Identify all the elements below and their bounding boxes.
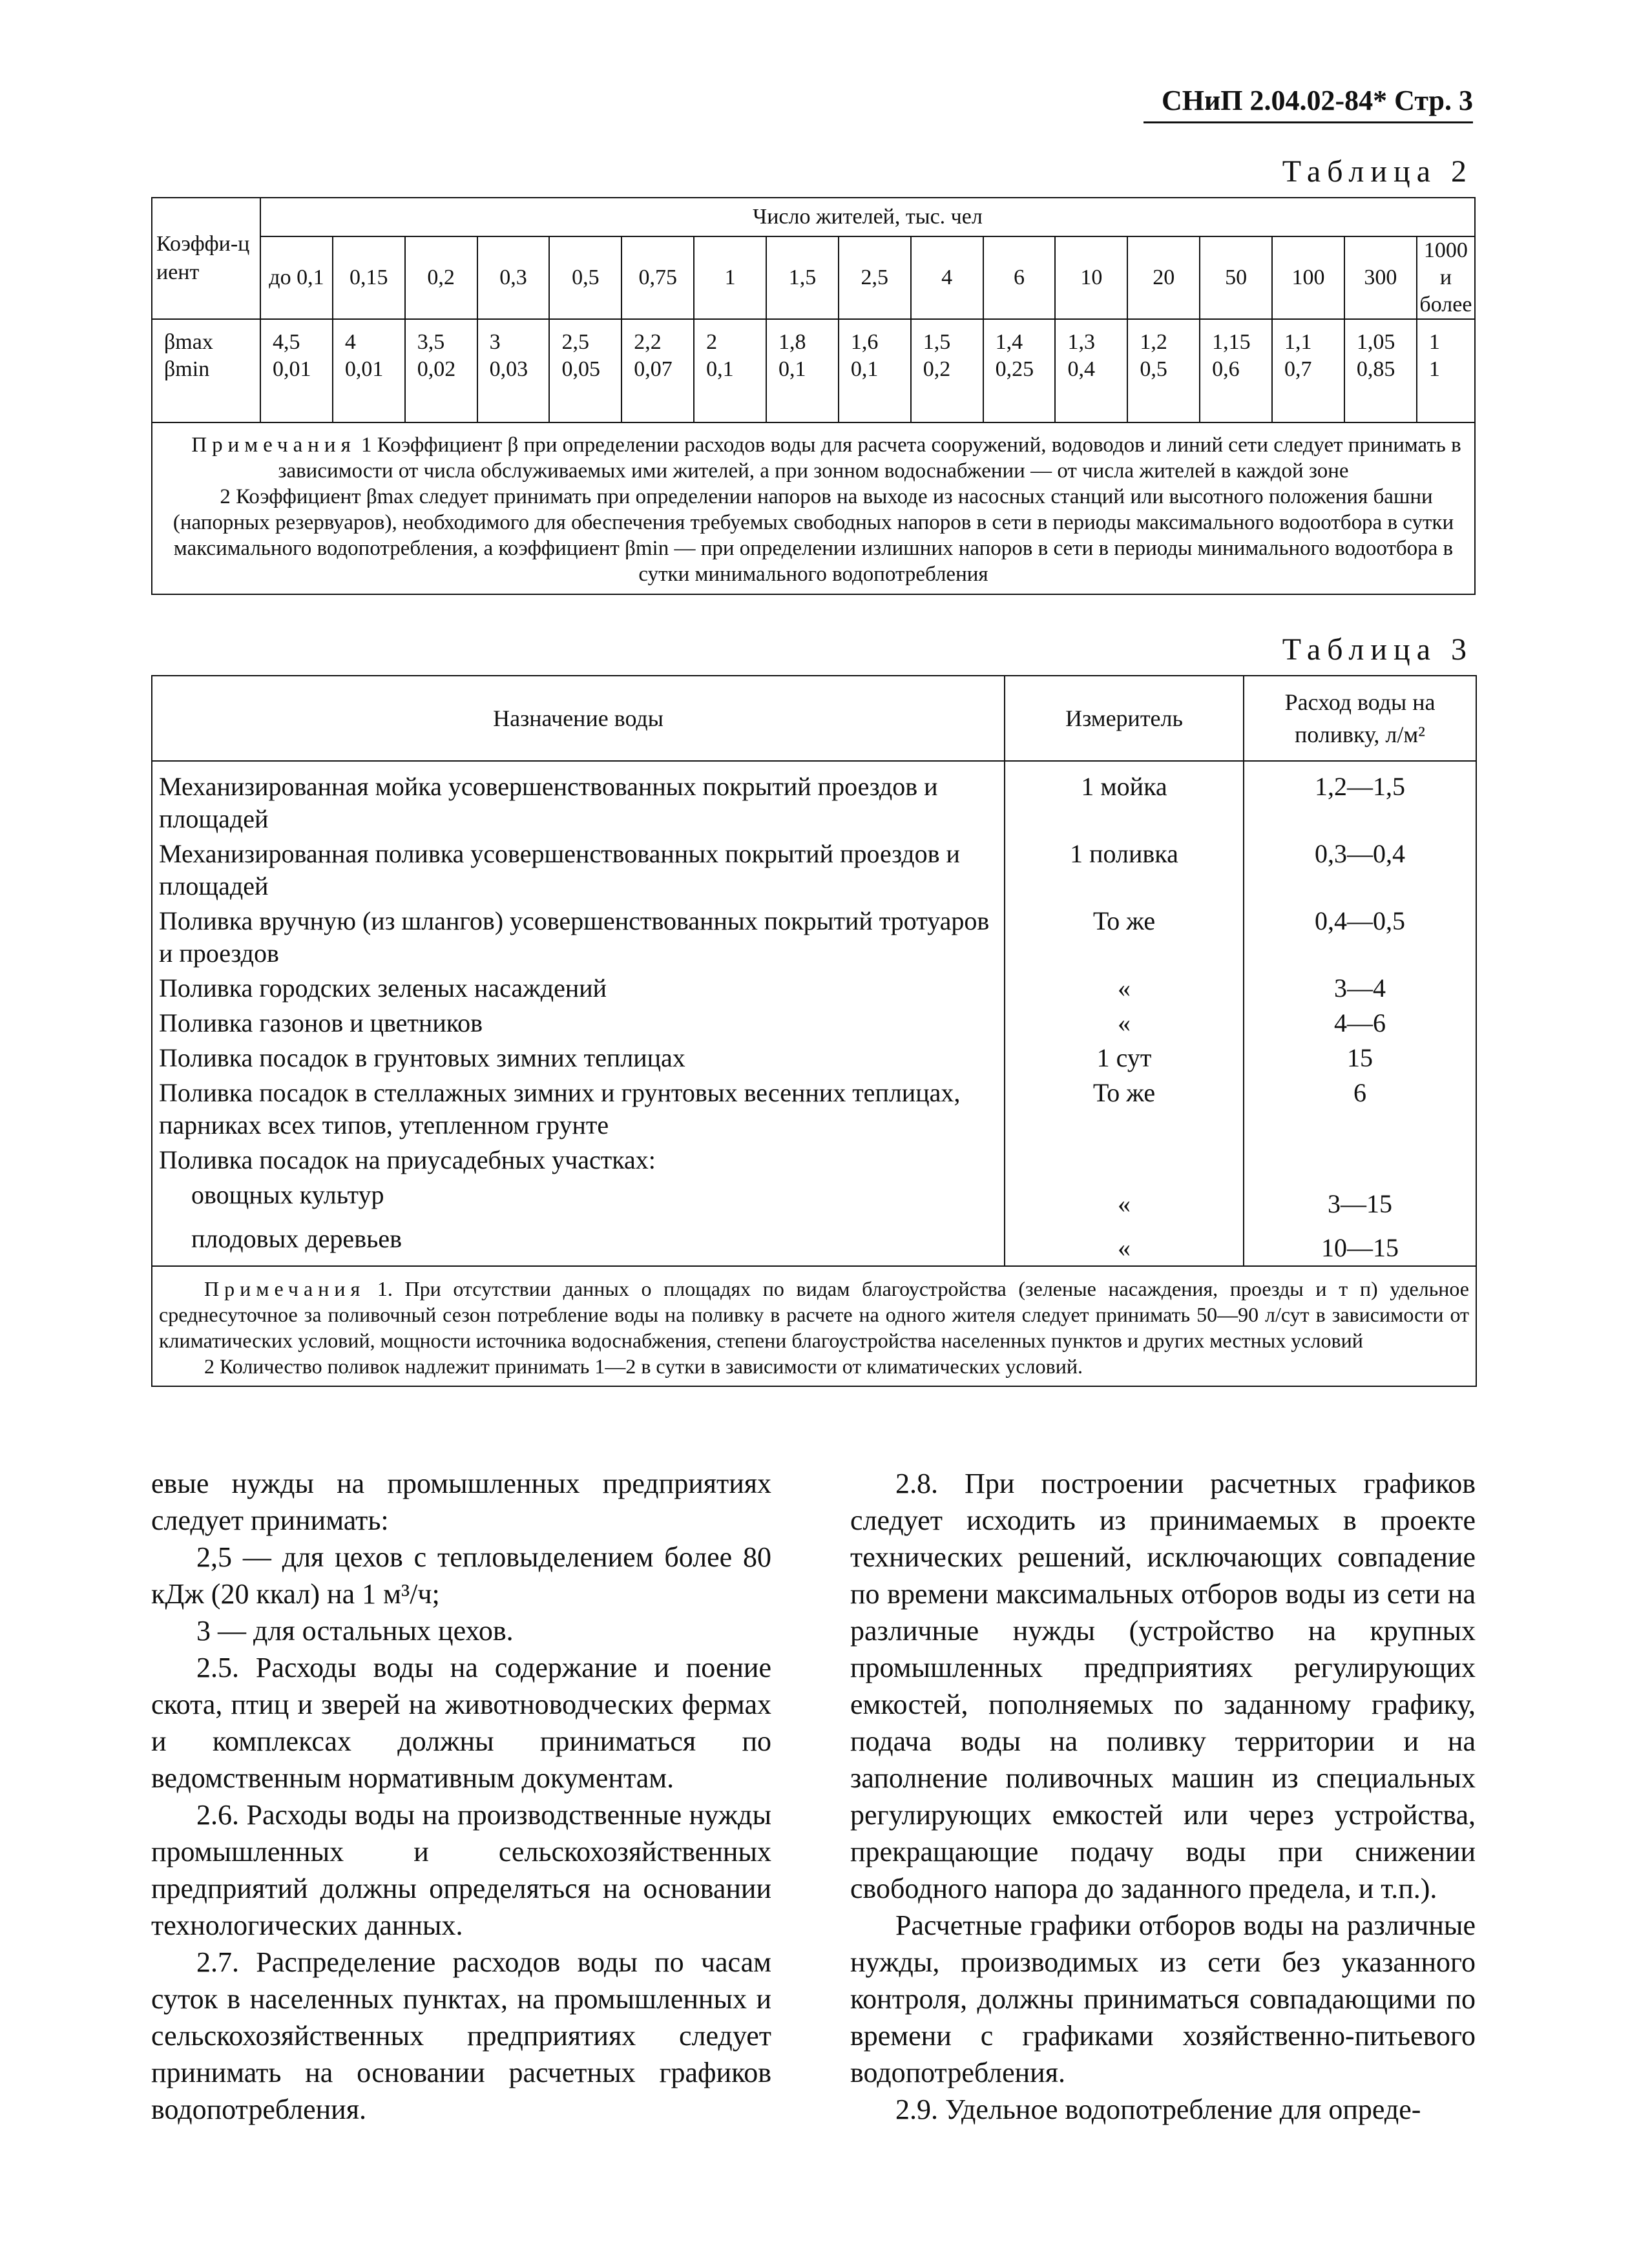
table2-value: 0,02 (417, 357, 456, 381)
table2-value: 0,25 (995, 357, 1034, 381)
table-row (152, 902, 1476, 970)
table2-value-cell (1127, 319, 1200, 422)
table-row (152, 1074, 1476, 1141)
table-row (152, 970, 1476, 1004)
table2-col-header: 100 (1272, 236, 1344, 319)
table2-value: 0,1 (706, 357, 734, 381)
table2-value-cell (694, 319, 766, 422)
table-row (152, 1141, 1476, 1176)
header-unit: Измеритель (1005, 676, 1244, 761)
table2-value: 0,4 (1067, 357, 1095, 381)
group-header: Число жителей, тыс. чел (260, 198, 1475, 236)
left-para-3: 2.5. Расходы воды на содержание и поение скота, птиц и зверей на животноводческих фермах и комплексах должны приниматься по ведомственным нормативным документам. (151, 1652, 771, 1794)
table2-value: 0,03 (489, 357, 528, 381)
table2-value-cell (333, 319, 405, 422)
unit-cell: То же (1005, 1074, 1244, 1141)
table2-caption: Таблица 2 (1282, 154, 1473, 189)
purpose-cell: Поливка городских зеленых насаждений (152, 970, 1005, 1004)
table2-value: 1 (1428, 330, 1440, 354)
purpose-cell: Поливка посадок в стеллажных зимних и грунтовых весенних теплицах, парниках всех типов, утепленном грунте (152, 1074, 1005, 1141)
table-row (152, 1039, 1476, 1074)
table2-value-cell (983, 319, 1056, 422)
table2-value: 1,15 (1212, 330, 1251, 354)
table2-value: 0,01 (344, 357, 384, 381)
table-row (152, 761, 1476, 835)
table2-value-cell (477, 319, 550, 422)
table2-row-label: βmax (164, 330, 213, 354)
table2-value: 0,1 (778, 357, 806, 381)
rate-cell: 15 (1244, 1039, 1476, 1074)
unit-cell: 1 мойка (1005, 761, 1244, 835)
purpose-cell: Поливка вручную (из шлангов) усовершенствованных покрытий тротуаров и проездов (152, 902, 1005, 970)
header-rate: Расход воды на поливку, л/м² (1244, 676, 1476, 761)
table2-value: 1,1 (1284, 330, 1312, 354)
table2-value-cell (911, 319, 983, 422)
unit-cell: 1 поливка (1005, 835, 1244, 902)
notes-word: Примечания (191, 433, 356, 457)
page-header: СНиП 2.04.02-84* Стр. 3 (1161, 85, 1473, 116)
table2-value: 0,2 (923, 357, 951, 381)
table2-value-cell (1272, 319, 1344, 422)
table2-value: 0,05 (561, 357, 600, 381)
notes-word: Примечания (204, 1277, 366, 1300)
table2-value-cell (260, 319, 333, 422)
purpose-cell: Поливка газонов и цветников (152, 1004, 1005, 1039)
table2-col-header: 1000 и более (1417, 236, 1475, 319)
table2-col-header: 20 (1127, 236, 1200, 319)
table2-value: 4,5 (273, 330, 300, 354)
table2-col-header: 0,15 (333, 236, 405, 319)
table2-value: 2,5 (561, 330, 589, 354)
purpose-cell: Механизированная мойка усовершенствованных покрытий проездов и площадей (152, 761, 1005, 835)
purpose-cell: Поливка посадок в грунтовых зимних теплицах (152, 1039, 1005, 1074)
table2-value-cell (1055, 319, 1127, 422)
table3 (151, 675, 1477, 1387)
left-para-0: евые нужды на промышленных предприятиях следует принимать: (151, 1468, 771, 1536)
table2-values-row (152, 319, 1475, 422)
table-row (152, 1220, 1476, 1266)
table2-value: 0,01 (273, 357, 311, 381)
table2-value: 2 (706, 330, 718, 354)
table2-value: 1,8 (778, 330, 806, 354)
table2-value: 4 (344, 330, 356, 354)
purpose-cell: плодовых деревьев (152, 1220, 1005, 1266)
rate-cell (1244, 1141, 1476, 1176)
table2-col-header: 2,5 (839, 236, 911, 319)
table-row (152, 835, 1476, 902)
table2-value-cell (1344, 319, 1417, 422)
table-row (152, 1176, 1476, 1220)
table2-value: 0,1 (850, 357, 879, 381)
rate-cell: 4—6 (1244, 1004, 1476, 1039)
table2-value: 0,5 (1140, 357, 1167, 381)
rate-cell: 10—15 (1244, 1220, 1476, 1266)
header-purpose: Назначение воды (152, 676, 1005, 761)
unit-cell: « (1005, 1176, 1244, 1220)
table2-col-header: 10 (1055, 236, 1127, 319)
table2-col-header: 0,75 (621, 236, 694, 319)
coef-header: Коэффи-циент (152, 198, 260, 319)
table2-value-cell (766, 319, 839, 422)
table2-note1: 1 Коэффициент β при определении расходов воды для расчета сооружений, водоводов и линий сети следует принимать в зависимости от числа обслуживаемых ими жителей, а при зонном водоснабжении — от числа жителей в каждой зоне (278, 433, 1461, 483)
right-para-1: Расчетные графики отборов воды на различные нужды, производимых из сети без указанного контроля, должны приниматься совпадающими по времени с графиками хозяйственно-питьевого водопотребления. (850, 1909, 1476, 2088)
rate-cell: 3—4 (1244, 970, 1476, 1004)
table2-value: 1,3 (1067, 330, 1095, 354)
rate-cell: 6 (1244, 1074, 1476, 1141)
rate-cell: 0,4—0,5 (1244, 902, 1476, 970)
table2-value: 1,2 (1140, 330, 1167, 354)
table2-value: 1,6 (850, 330, 879, 354)
unit-cell: « (1005, 1004, 1244, 1039)
table2-column-headers (152, 236, 1475, 319)
rate-cell: 0,3—0,4 (1244, 835, 1476, 902)
left-para-2: 3 — для остальных цехов. (196, 1615, 514, 1647)
table2-row-labels (152, 319, 260, 422)
table2-col-header: 0,3 (477, 236, 550, 319)
table2-notes (152, 422, 1475, 594)
table2-value: 3 (489, 330, 501, 354)
table-row (152, 1004, 1476, 1039)
table2-value: 0,6 (1212, 357, 1240, 381)
unit-cell: 1 сут (1005, 1039, 1244, 1074)
table3-notes (152, 1266, 1476, 1386)
table3-note2: 2 Количество поливок надлежит принимать 1—2 в сутки в зависимости от климатических условий. (204, 1355, 1083, 1378)
table2 (151, 197, 1476, 595)
table2-value-cell (549, 319, 621, 422)
purpose-cell: Поливка посадок на приусадебных участках: (152, 1141, 1005, 1176)
table2-col-header: 50 (1200, 236, 1272, 319)
table2-col-header: 0,5 (549, 236, 621, 319)
table2-value-cell (1200, 319, 1272, 422)
table2-value-cell (621, 319, 694, 422)
table2-value: 3,5 (417, 330, 445, 354)
header-rule (1144, 121, 1473, 123)
left-para-5: 2.7. Распределение расходов воды по часам суток в населенных пунктах, на промышленных и сельскохозяйственных предприятиях следует принимать на основании расчетных графиков водопотребления. (151, 1946, 771, 2125)
table3-body (152, 761, 1476, 1266)
table2-col-header: 4 (911, 236, 983, 319)
table2-col-header: 1,5 (766, 236, 839, 319)
purpose-cell: овощных культур (152, 1176, 1005, 1220)
rate-cell: 3—15 (1244, 1176, 1476, 1220)
table2-value: 0,07 (634, 357, 673, 381)
table2-col-header: 1 (694, 236, 766, 319)
table2-value-cell (1417, 319, 1475, 422)
table2-col-header: 300 (1344, 236, 1417, 319)
purpose-cell: Механизированная поливка усовершенствованных покрытий проездов и площадей (152, 835, 1005, 902)
table2-col-header: 6 (983, 236, 1056, 319)
table2-value-cell (405, 319, 477, 422)
table2-row-label: βmin (164, 357, 210, 381)
table2-col-header: 0,2 (405, 236, 477, 319)
left-para-4: 2.6. Расходы воды на производственные нужды промышленных и сельскохозяйственных предприятий должны определяться на основании технологических данных. (151, 1799, 771, 1941)
table2-value: 1 (1428, 357, 1440, 381)
left-column (151, 1465, 771, 2128)
unit-cell: « (1005, 1220, 1244, 1266)
table3-note1: 1. При отсутствии данных о площадях по видам благоустройства (зеленые насаждения, проезды и т п) удельное среднесуточное за поливочный сезон потребление воды на поливку в расчете на одного жителя следует принимать 50—90 л/сут в зависимости от климатических условий, мощности источника водоснабжения, степени благоустройства населенных пунктов и других местных условий (159, 1277, 1470, 1352)
table2-col-header: до 0,1 (260, 236, 333, 319)
table2-value: 0,85 (1356, 357, 1395, 381)
unit-cell: « (1005, 970, 1244, 1004)
right-column (850, 1465, 1476, 2128)
rate-cell: 1,2—1,5 (1244, 761, 1476, 835)
unit-cell: То же (1005, 902, 1244, 970)
table2-note2: 2 Коэффициент βmax следует принимать при определении напоров на выходе из насосных станций или высотного положения башни (напорных резервуаров), необходимого для обеспечения требуемых свободных напоров в сети в периоды максимального водоотбора в сутки максимального водопотребления, а коэффициент βmin — при определении излишних напоров в сети в периоды минимального водоотбора в сутки минимального водопотребления (172, 485, 1454, 586)
table2-value: 1,5 (923, 330, 951, 354)
right-para-2: 2.9. Удельное водопотребление для опреде- (895, 2094, 1421, 2125)
table2-value: 2,2 (634, 330, 662, 354)
table3-caption: Таблица 3 (1282, 632, 1473, 667)
right-para-0: 2.8. При построении расчетных графиков следует исходить из принимаемых в проекте технических решений, исключающих совпадение по времени максимальных отборов воды из сети на различные нужды (устройство на крупных промышленных предприятиях регулирующих емкостей, пополняемых по заданному графику, подача воды на поливку территории и на заполнение поливочных машин из специальных регулирующих емкостей или через устройства, прекращающие подачу воды при снижении свободного напора до заданного предела, и т.п.). (850, 1468, 1476, 1904)
table2-value: 0,7 (1284, 357, 1312, 381)
table2-value: 1,05 (1356, 330, 1395, 354)
unit-cell (1005, 1141, 1244, 1176)
left-para-1: 2,5 — для цехов с тепловыделением более 80 кДж (20 ккал) на 1 м³/ч; (151, 1541, 771, 1610)
table2-value-cell (839, 319, 911, 422)
table2-value: 1,4 (995, 330, 1023, 354)
